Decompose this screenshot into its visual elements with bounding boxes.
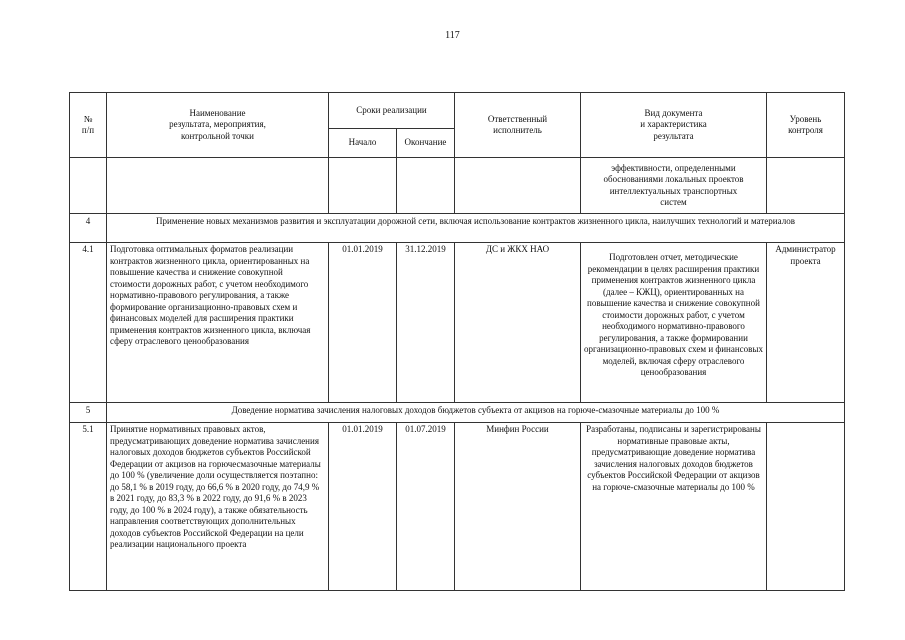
section-num: 5 [70,403,107,423]
row-num: 5.1 [70,423,107,591]
header-level: Уровень контроля [767,93,845,158]
header-num: № п/п [70,93,107,158]
header-name: Наименование результата, мероприятия, контрольной точки [107,93,329,158]
row-name: Подготовка оптимальных форматов реализации контрактов жизненного цикла, ориентированных на повышение качества и снижение совокупной стоимости дорожных работ, с учетом необходимого нормативно-правового регулирования, а также формирование организационно-правовых схем и финансовых моделей для расширения практики применения контрактов жизненного цикла, включая сферу отраслевого ценообразования [107,243,329,403]
row-responsible: ДС и ЖКХ НАО [455,243,581,403]
row-num: 4.1 [70,243,107,403]
section-title: Применение новых механизмов развития и эксплуатации дорожной сети, включая использование контрактов жизненного цикла, наилучших технологий и материалов [107,214,845,243]
row-start: 01.01.2019 [329,423,397,591]
row-responsible: Минфин России [455,423,581,591]
page-number: 117 [445,30,460,41]
row-doc: Подготовлен отчет, методические рекомендации в целях расширения практики применения контрактов жизненного цикла (далее – КЖЦ), ориентированных на повышение качества и снижение совокупной стоимости дорожных работ, с учетом необходимого нормативно-правового регулирования, а также формировании организационно-правовых схем и финансовых моделей, включая сферу отраслевого ценообразования [581,243,767,403]
header-start: Начало [329,129,397,158]
section-title: Доведение норматива зачисления налоговых доходов бюджетов субъекта от акцизов на горюче-смазочные материалы до 100 % [107,403,845,423]
continuation-doc-cell: эффективности, определенными обоснованиями локальных проектов интеллектуальных транспортных систем [581,158,767,214]
row-name: Принятие нормативных правовых актов, предусматривающих доведение норматива зачисления налоговых доходов бюджетов субъектов Российской Федерации от акцизов на горючесмазочные материалы до 100 % (увеличение доли осуществляется поэтапно: до 58,1 % в 2019 году, до 66,6 % в 2020 году, до 74,9 % в 2021 году, до 83,3 % в 2022 году, до 91,6 % в 2023 году, до 100 % в 2024 году), а также обязательность направления соответствующих дополнительных доходов субъектов Российской Федерации на цели реализации национального проекта [107,423,329,591]
section-row [70,403,845,423]
row-level [767,423,845,591]
row-end: 31.12.2019 [397,243,455,403]
header-end: Окончание [397,129,455,158]
header-doc: Вид документа и характеристика результата [581,93,767,158]
section-row [70,214,845,243]
table-row [70,158,845,214]
row-start: 01.01.2019 [329,243,397,403]
row-end: 01.07.2019 [397,423,455,591]
header-terms: Сроки реализации [329,93,455,129]
table-row [70,243,845,403]
project-table [69,92,845,591]
row-level: Администратор проекта [767,243,845,403]
row-doc: Разработаны, подписаны и зарегистрированы нормативные правовые акты, предусматривающие доведение норматива зачисления налоговых доходов бюджетов субъектов Российской Федерации от акцизов на горюче-смазочные материалы до 100 % [581,423,767,591]
table-row [70,423,845,591]
header-responsible: Ответственный исполнитель [455,93,581,158]
section-num: 4 [70,214,107,243]
